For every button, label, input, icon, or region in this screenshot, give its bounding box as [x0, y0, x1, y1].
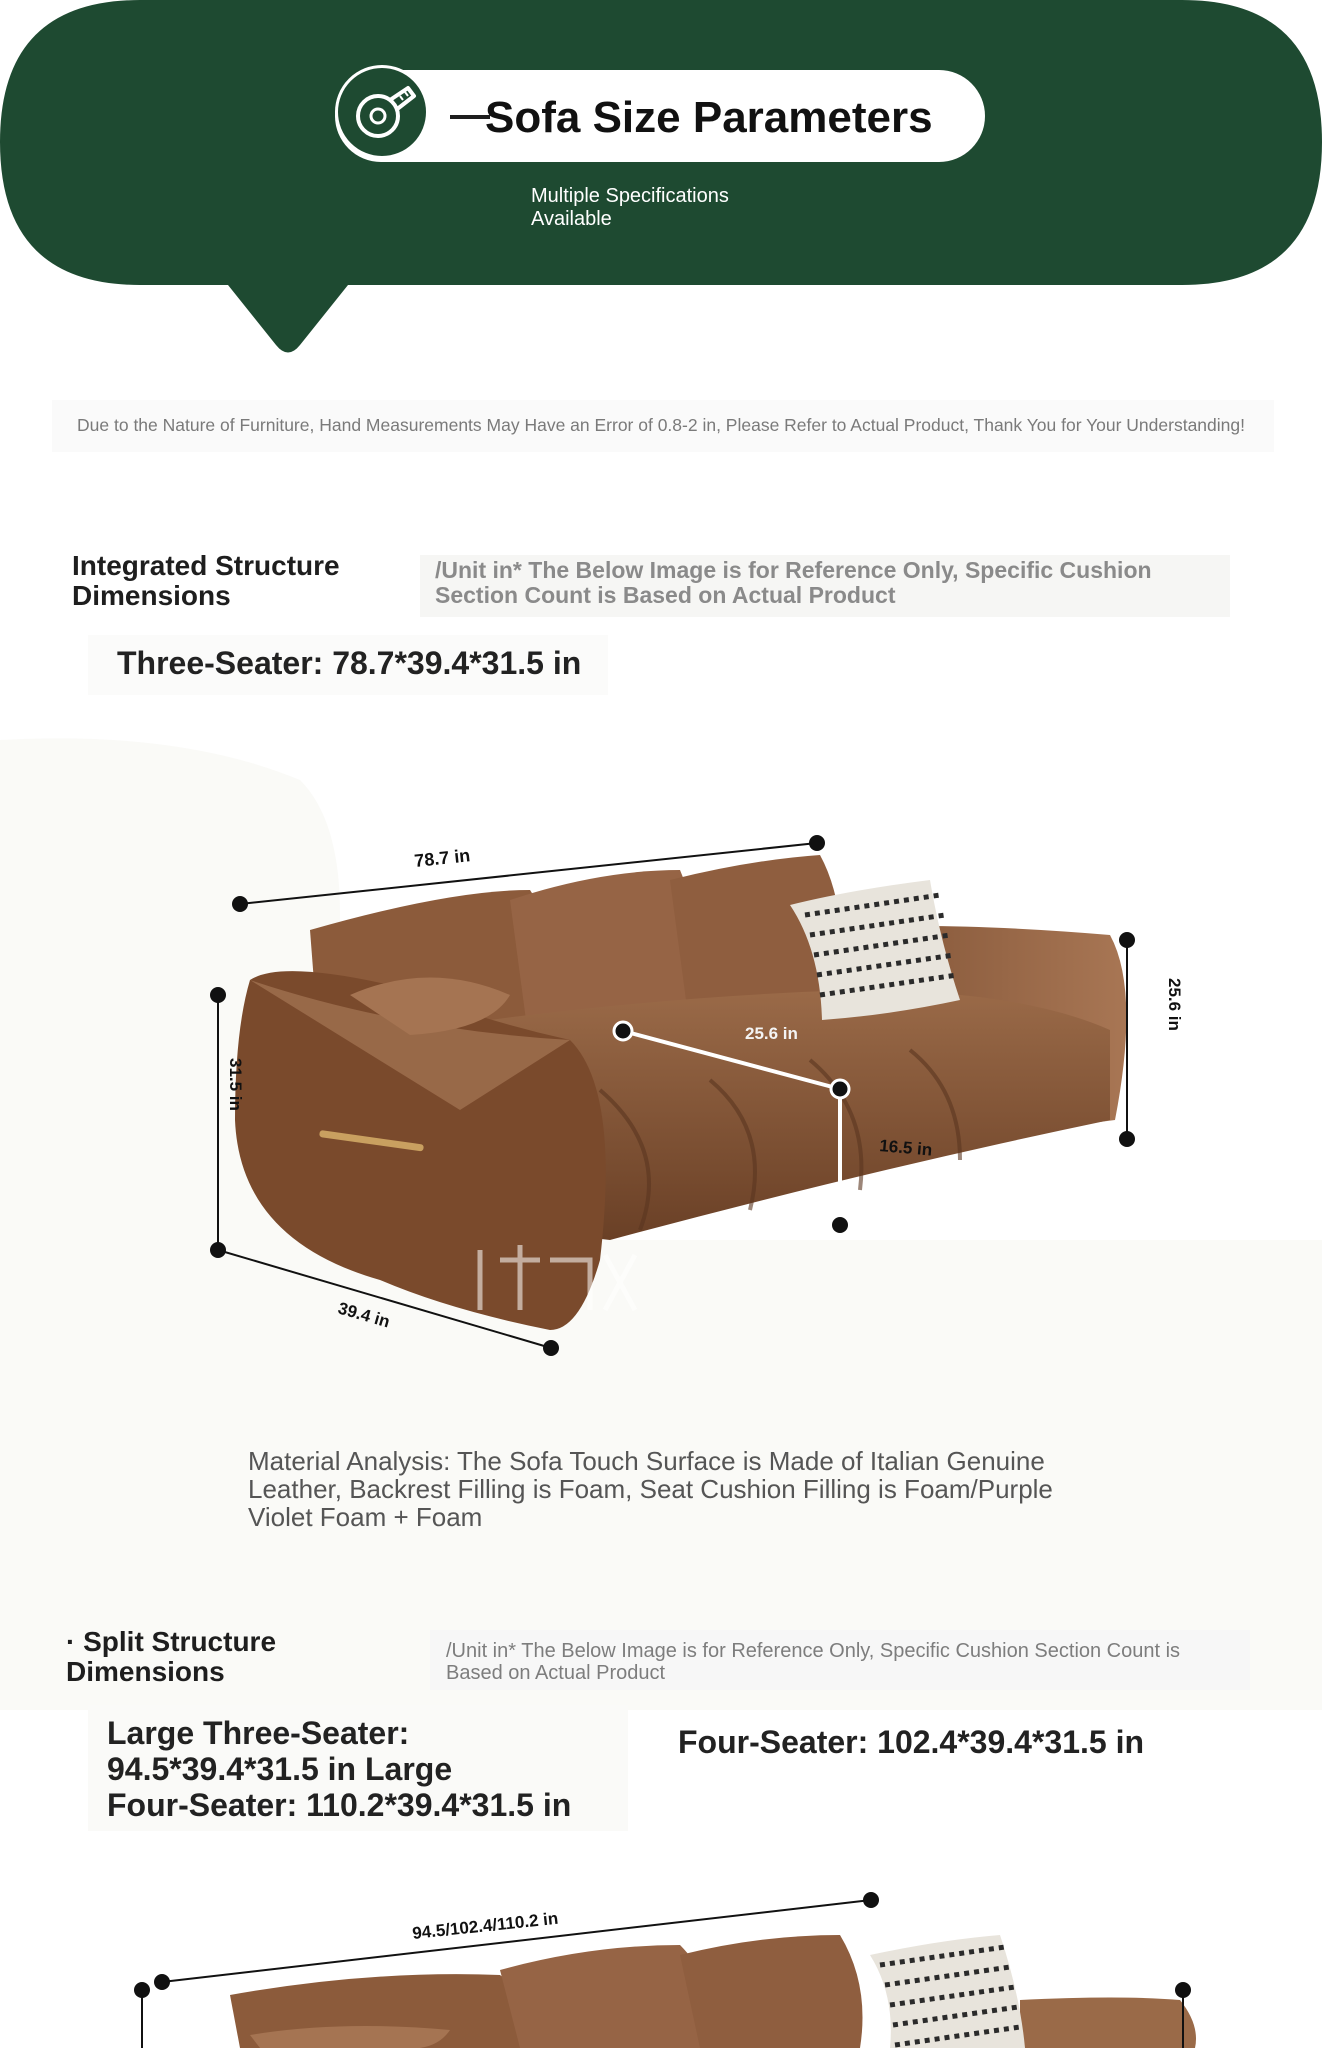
label-split-length: 94.5/102.4/110.2 in [411, 1908, 560, 1943]
title-dash [450, 115, 490, 119]
four-seater-dimensions: Four-Seater: 102.4*39.4*31.5 in [678, 1724, 1145, 1760]
large-three-and-four-seater-dimensions [107, 1715, 571, 1823]
integrated-section-title [72, 551, 340, 611]
split-left-line1: Large Three-Seater: [107, 1715, 410, 1751]
split-title-line1: · Split Structure [66, 1626, 277, 1657]
split-section-note: /Unit in* The Below Image is for Reference Only, Specific Cushion Section Count is Based on Actual Product [446, 1640, 1181, 1684]
label-arm-height: 25.6 in [1165, 978, 1184, 1031]
split-section-title [66, 1627, 276, 1687]
label-seat-height: 16.5 in [878, 1136, 934, 1160]
label-seat-depth: 25.6 in [745, 1024, 798, 1043]
page-subtitle: Multiple Specifications Available [531, 185, 729, 230]
page-title: Sofa Size Parameters [485, 93, 933, 142]
label-height: 31.5 in [226, 1058, 245, 1111]
header-banner [0, 0, 1322, 360]
measuring-tape-icon [335, 65, 429, 159]
disclaimer-text: Due to the Nature of Furniture, Hand Measurements May Have an Error of 0.8-2 in, Please Refer to Actual Product, Thank You for Your Understanding! [77, 415, 1245, 435]
integrated-title-line2: Dimensions [72, 580, 231, 611]
three-seater-dimensions: Three-Seater: 78.7*39.4*31.5 in [117, 645, 582, 681]
split-left-line2: 94.5*39.4*31.5 in Large [107, 1751, 453, 1787]
label-length: 78.7 in [413, 845, 472, 871]
dimension-overlay [0, 790, 1322, 1370]
split-title-line2: Dimensions [66, 1656, 225, 1687]
split-dimension-overlay [0, 1875, 1322, 2048]
integrated-section-note: /Unit in* The Below Image is for Reference Only, Specific Cushion Section Count is Based on Actual Product [435, 557, 1152, 608]
integrated-title-line1: Integrated Structure [72, 550, 340, 581]
material-analysis: Material Analysis: The Sofa Touch Surface is Made of Italian Genuine Leather, Backrest Filling is Foam, Seat Cushion Filling is Foam/Purple Violet Foam + Foam [248, 1446, 1053, 1532]
label-depth: 39.4 in [335, 1298, 393, 1332]
split-left-line3: Four-Seater: 110.2*39.4*31.5 in [107, 1787, 572, 1823]
